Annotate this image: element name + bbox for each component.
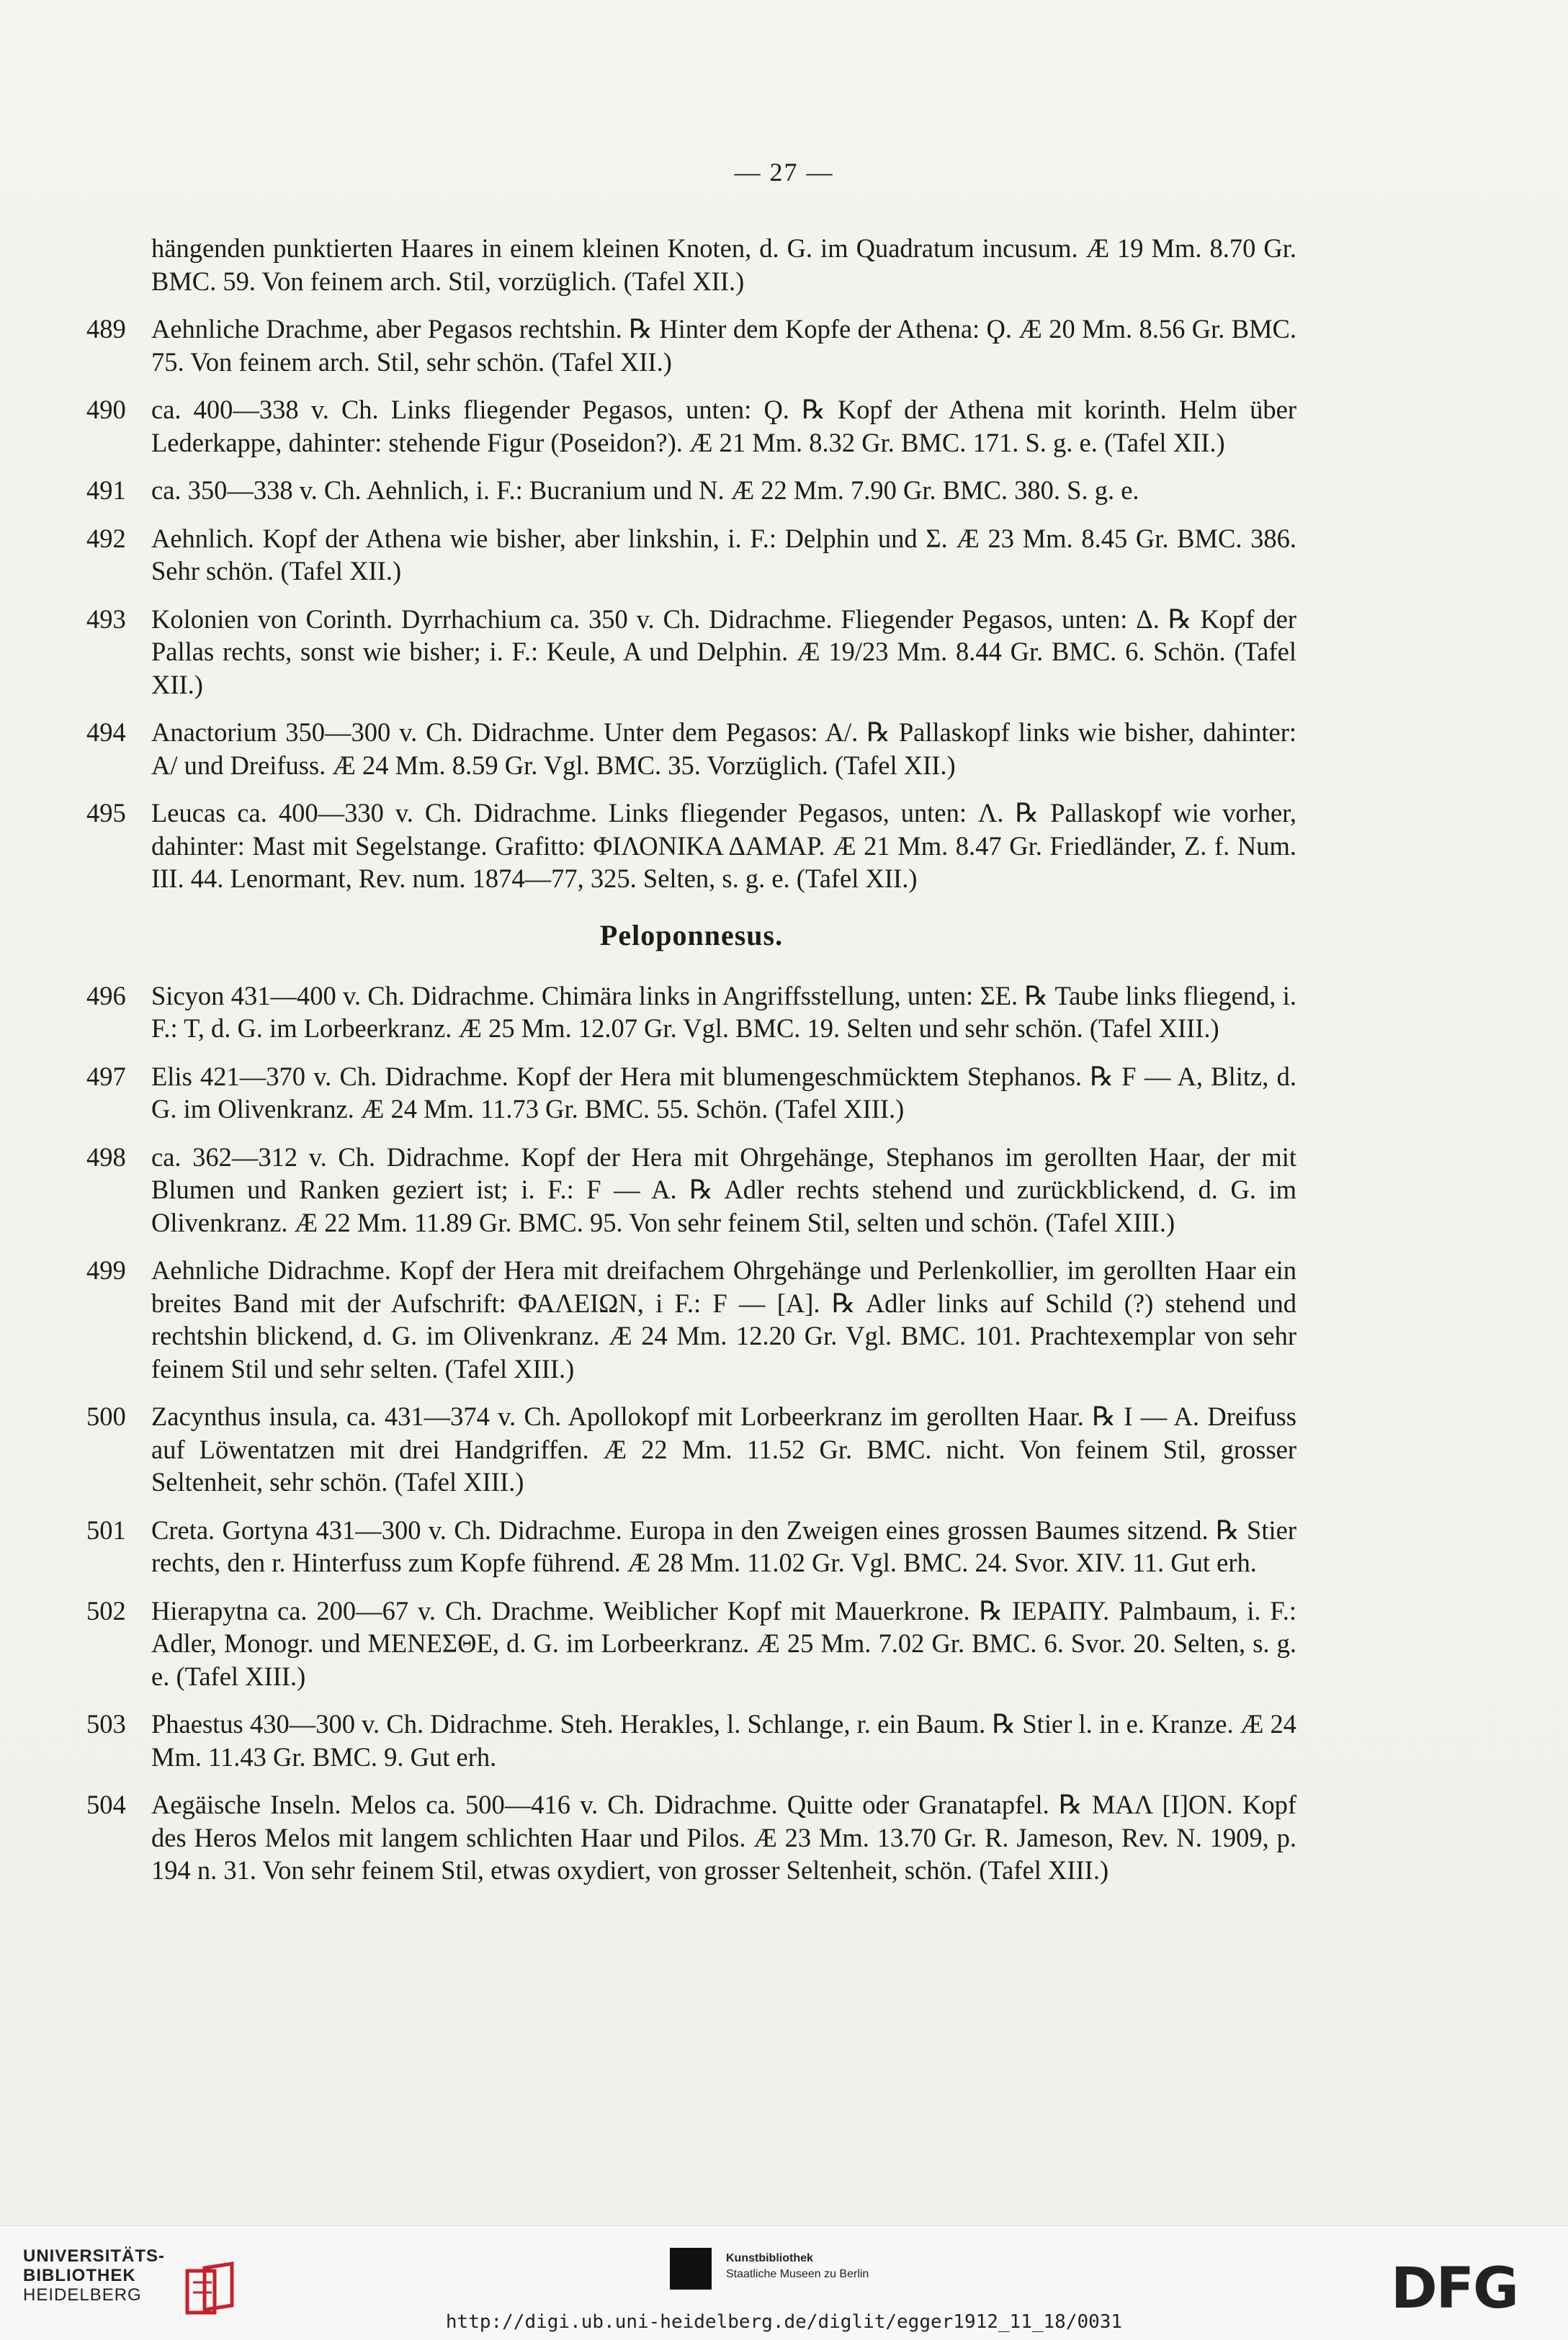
entry-text: hängenden punktierten Haares in einem kleinen Knoten, d. G. im Quadratum incusum. Æ 19 Mm. 8.70 Gr. BMC. 59. Von feinem arch. Stil, vorzüglich. (Tafel XII.) — [151, 233, 1296, 296]
entry-text: Aehnlich. Kopf der Athena wie bisher, aber linkshin, i. F.: Delphin und Σ. Æ 23 Mm. 8.45 Gr. BMC. 386. Sehr schön. (Tafel XII.) — [151, 523, 1296, 586]
entry-text: Anactorium 350—300 v. Ch. Didrachme. Unter dem Pegasos: A/. ℞ Pallaskopf links wie bisher, dahinter: A/ und Dreifuss. Æ 24 Mm. 8.59 Gr. Vgl. BMC. 35. Vorzüglich. (Tafel XII.) — [151, 717, 1296, 780]
entry-text: Phaestus 430—300 v. Ch. Didrachme. Steh. Herakles, l. Schlange, r. ein Baum. ℞ Stier l. in e. Kranze. Æ 24 Mm. 11.43 Gr. BMC. 9. Gut erh. — [151, 1709, 1296, 1772]
catalogue-entry — [86, 522, 1296, 588]
university-library-icon — [183, 2261, 241, 2318]
entry-text: Zacynthus insula, ca. 431—374 v. Ch. Apollokopf mit Lorbeerkranz im gerollten Haar. ℞ I — A. Dreifuss auf Löwentatzen mit drei Handgriffen. Æ 22 Mm. 11.52 Gr. BMC. nicht. Von feinem Stil, grosser Seltenheit, sehr schön. (Tafel XIII.) — [151, 1402, 1296, 1497]
entry-number: 501 — [86, 1515, 126, 1545]
catalogue-entry — [86, 980, 1296, 1045]
catalogue-entry — [86, 393, 1296, 459]
entry-number: 504 — [86, 1790, 126, 1819]
entry-text: Kolonien von Corinth. Dyrrhachium ca. 350 v. Ch. Didrachme. Fliegender Pegasos, unten: Δ. ℞ Kopf der Pallas rechts, sonst wie bisher; i. F.: Keule, A und Delphin. Æ 19/23 Mm. 8.44 Gr. BMC. 6. Schön. (Tafel XII.) — [151, 604, 1296, 699]
entry-number: 499 — [86, 1255, 126, 1285]
catalogue-entry — [86, 1060, 1296, 1126]
university-library-logo[interactable] — [23, 2246, 165, 2305]
entry-number: 495 — [86, 798, 126, 828]
entry-text: Leucas ca. 400—330 v. Ch. Didrachme. Links fliegender Pegasos, unten: Λ. ℞ Pallaskopf wie vorher, dahinter: Mast mit Segelstange. Grafitto: ΦΙΛΟΝΙΚΑ ΔΑΜΑΡ. Æ 21 Mm. 8.47 Gr. Friedländer, Z. f. Num. III. 44. Lenormant, Rev. num. 1874—77, 325. Selten, s. g. e. (Tafel XII.) — [151, 798, 1296, 893]
entry-text: Sicyon 431—400 v. Ch. Didrachme. Chimära links in Angriffsstellung, unten: ΣΕ. ℞ Taube links fliegend, i. F.: T, d. G. im Lorbeerkranz. Æ 25 Mm. 12.07 Gr. Vgl. BMC. 19. Selten und sehr schön. (Tafel XIII.) — [151, 980, 1296, 1043]
entry-number: 498 — [86, 1142, 126, 1172]
catalogue-text — [86, 232, 1296, 1902]
entry-number: 493 — [86, 604, 126, 634]
entry-number: 496 — [86, 980, 126, 1010]
entry-text: ca. 350—338 v. Ch. Aehnlich, i. F.: Bucranium und N. Æ 22 Mm. 7.90 Gr. BMC. 380. S. g. e. — [151, 475, 1139, 505]
entry-text: Aehnliche Drachme, aber Pegasos rechtshin. ℞ Hinter dem Kopfe der Athena: Ϙ. Æ 20 Mm. 8.56 Gr. BMC. 75. Von feinem arch. Stil, sehr schön. (Tafel XII.) — [151, 314, 1296, 377]
entry-text: Creta. Gortyna 431—300 v. Ch. Didrachme. Europa in den Zweigen eines grossen Baumes sitzend. ℞ Stier rechts, den r. Hinterfuss zum Kopfe führend. Æ 28 Mm. 11.02 Gr. Vgl. BMC. 24. Svor. XIV. 11. Gut erh. — [151, 1515, 1296, 1577]
entry-number: 497 — [86, 1061, 126, 1091]
entry-text: Aehnliche Didrachme. Kopf der Hera mit dreifachem Ohrgehänge und Perlenkollier, im gerollten Haar ein breites Band mit der Aufschrift: ΦΑΛΕΙΩΝ, i F.: F — [A]. ℞ Adler links auf Schild (?) stehend und rechtshin blickend, d. G. im Olivenkranz. Æ 24 Mm. 12.20 Gr. Vgl. BMC. 101. Prachtexemplar von sehr feinem Stil und sehr selten. (Tafel XIII.) — [151, 1255, 1296, 1384]
entry-number: 502 — [86, 1595, 126, 1626]
ub-line: BIBLIOTHEK — [23, 2266, 136, 2285]
entry-number: 494 — [86, 717, 126, 747]
entry-number: 490 — [86, 395, 126, 424]
entry-text: ca. 400—338 v. Ch. Links fliegender Pegasos, unten: Ϙ. ℞ Kopf der Athena mit korinth. Helm über Lederkappe, dahinter: stehende Figur (Poseidon?). Æ 21 Mm. 8.32 Gr. BMC. 171. S. g. e. (Tafel XII.) — [151, 395, 1296, 457]
catalogue-entry — [86, 1254, 1296, 1385]
catalogue-entry — [86, 1595, 1296, 1693]
kunstbibliothek-name — [726, 2251, 869, 2282]
university-library-name — [23, 2246, 165, 2305]
ub-line: HEIDELBERG — [23, 2285, 142, 2305]
page-number: — 27 — — [734, 158, 834, 187]
entry-number: 489 — [86, 314, 126, 344]
catalogue-entry — [86, 716, 1296, 781]
ub-line: UNIVERSITÄTS- — [23, 2246, 166, 2266]
catalogue-entry — [86, 1788, 1296, 1887]
kunstbibliothek-icon — [670, 2248, 712, 2290]
catalogue-entry — [86, 603, 1296, 701]
catalogue-entry — [86, 797, 1296, 895]
entry-text: ca. 362—312 v. Ch. Didrachme. Kopf der Hera mit Ohrgehänge, Stephanos im gerollten Haar, der mit Blumen und Ranken geziert ist; i. F.: F — A. ℞ Adler rechts stehend und zurückblickend, d. G. im Olivenkranz. Æ 22 Mm. 11.89 Gr. BMC. 95. Von sehr feinem Stil, selten und schön. (Tafel XIII.) — [151, 1142, 1296, 1237]
permalink-url[interactable]: http://digi.ub.uni-heidelberg.de/diglit/egger1912_11_18/0031 — [445, 2311, 1123, 2333]
catalogue-entry — [86, 1141, 1296, 1240]
catalogue-entry — [86, 1514, 1296, 1579]
entry-number: 503 — [86, 1709, 126, 1739]
entry-text: Aegäische Inseln. Melos ca. 500—416 v. Ch. Didrachme. Quitte oder Granatapfel. ℞ ΜΑΛ [Ι]ΟΝ. Kopf des Heros Melos mit langem schlichten Haar und Pilos. Æ 23 Mm. 13.70 Gr. R. Jameson, Rev. N. 1909, p. 194 n. 31. Von sehr feinem Stil, etwas oxydiert, von grosser Seltenheit, schön. (Tafel XIII.) — [151, 1790, 1296, 1885]
dfg-logo[interactable]: DFG — [1390, 2256, 1518, 2321]
catalogue-entry — [86, 474, 1296, 507]
entry-text: Elis 421—370 v. Ch. Didrachme. Kopf der Hera mit blumengeschmücktem Stephanos. ℞ F — A, Blitz, d. G. im Olivenkranz. Æ 24 Mm. 11.73 Gr. BMC. 55. Schön. (Tafel XIII.) — [151, 1061, 1296, 1124]
entry-number: 500 — [86, 1402, 126, 1431]
kb-line: Kunstbibliothek — [726, 2252, 813, 2264]
catalogue-entry — [86, 1708, 1296, 1773]
digitization-footer — [0, 2225, 1568, 2340]
entry-number: 491 — [86, 475, 126, 505]
catalogue-entry — [86, 232, 1296, 297]
catalogue-entry — [86, 313, 1296, 378]
entry-number: 492 — [86, 523, 126, 553]
kb-line: Staatliche Museen zu Berlin — [726, 2268, 869, 2280]
section-heading: Peloponnesus. — [599, 918, 784, 951]
catalogue-entry — [86, 1400, 1296, 1499]
entry-text: Hierapytna ca. 200—67 v. Ch. Drachme. Weiblicher Kopf mit Mauerkrone. ℞ ΙΕΡΑΠΥ. Palmbaum, i. F.: Adler, Monogr. und ΜΕΝΕΣΘΕ, d. G. im Lorbeerkranz. Æ 25 Mm. 7.02 Gr. BMC. 6. Svor. 20. Selten, s. g. e. (Tafel XIII.) — [151, 1595, 1296, 1691]
